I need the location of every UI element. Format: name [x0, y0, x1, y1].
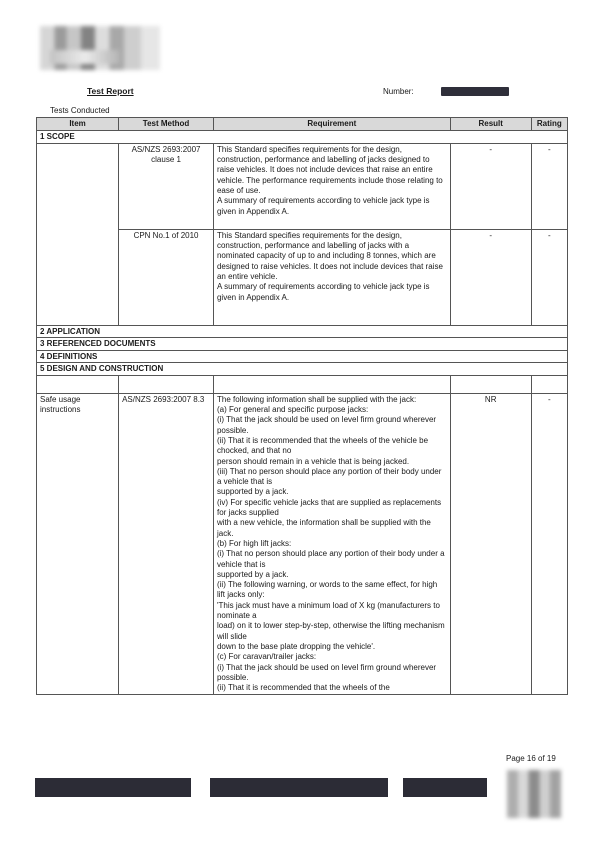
requirement-line: supported by a jack. [216, 569, 289, 579]
column-header-rating: Rating [531, 118, 567, 131]
item-cell: Safe usage instructions [37, 393, 119, 695]
requirement-line: (b) For high lift jacks: [216, 538, 292, 548]
section-caption: Tests Conducted [50, 106, 110, 115]
test-method-cell: AS/NZS 2693:2007 clause 1 [119, 143, 214, 229]
column-header-item: Item [37, 118, 119, 131]
test-method-cell: CPN No.1 of 2010 [119, 229, 214, 325]
empty-cell [37, 375, 119, 393]
column-header-test-method: Test Method [119, 118, 214, 131]
requirement-line: supported by a jack. [216, 487, 289, 497]
requirement-line: down to the base plate dropping the vehicle'. [216, 641, 376, 651]
item-cell [37, 143, 119, 325]
requirement-cell [213, 143, 450, 229]
qr-code [507, 770, 561, 818]
table-header-row [37, 118, 568, 131]
requirement-line: The following information shall be supplied with the jack: [216, 394, 417, 404]
requirement-line: A summary of requirements according to vehicle jack type is given in Appendix A. [216, 196, 430, 216]
requirement-line: (ii) That it is recommended that the wheels of the [216, 683, 390, 693]
requirement-line: (iii) That no person should place any portion of their body under a vehicle that is [216, 466, 442, 487]
table-row-empty [37, 375, 568, 393]
result-cell: NR [450, 393, 531, 695]
footer-redacted-block [210, 778, 388, 797]
tests-table [36, 117, 568, 695]
requirement-line: with a new vehicle, the information shall be supplied with the jack. [216, 518, 431, 538]
section-row-referenced-documents [37, 338, 568, 351]
result-cell: - [450, 229, 531, 325]
section-heading: 2 APPLICATION [37, 325, 568, 338]
test-method-cell: AS/NZS 2693:2007 8.3 [119, 393, 214, 695]
requirement-line: load) on it to lower step-by-step, otherwise the lifting mechanism will slide [216, 621, 445, 641]
requirement-line: (iv) For specific vehicle jacks that are supplied as replacements for jacks supplied [216, 497, 442, 518]
footer-redacted-block [35, 778, 191, 797]
table-row [37, 393, 568, 695]
requirement-line: 'This jack must have a minimum load of X kg (manufacturers to nominate a [216, 600, 440, 621]
requirement-cell [213, 229, 450, 325]
footer-redacted-block [403, 778, 487, 797]
section-heading: 1 SCOPE [37, 131, 568, 144]
page-number: Page 16 of 19 [506, 754, 556, 763]
requirement-line: A summary of requirements according to vehicle jack type is given in Appendix A. [216, 282, 430, 302]
section-row-scope [37, 131, 568, 144]
column-header-requirement: Requirement [213, 118, 450, 131]
rating-cell: - [531, 143, 567, 229]
section-heading: 4 DEFINITIONS [37, 350, 568, 363]
requirement-line: This Standard specifies requirements for the design, construction, performance and labelling of jacks designed to raise vehicles. It does not include devices that raise an entire vehicle. The performance requirements include those relating to ease of use. [216, 144, 443, 195]
empty-cell [119, 375, 214, 393]
empty-cell [450, 375, 531, 393]
section-heading: 3 REFERENCED DOCUMENTS [37, 338, 568, 351]
result-cell: - [450, 143, 531, 229]
report-number-label: Number: [383, 87, 414, 96]
requirement-line: person should remain in a vehicle that is being jacked. [216, 456, 410, 466]
rating-cell: - [531, 229, 567, 325]
company-logo [40, 26, 160, 70]
section-row-definitions [37, 350, 568, 363]
empty-cell [213, 375, 450, 393]
table-row [37, 143, 568, 229]
requirement-line: This Standard specifies requirements for the design, construction, performance and labelling of jacks with a nominated capacity of up to and including 8 tonnes, which are designed to raise vehicles. It does not include devices that raise an entire vehicle. [216, 230, 443, 281]
requirement-line: (a) For general and specific purpose jacks: [216, 405, 369, 415]
section-row-application [37, 325, 568, 338]
requirement-line: (i) That no person should place any portion of their body under a vehicle that is [216, 549, 445, 569]
column-header-result: Result [450, 118, 531, 131]
page-title: Test Report [87, 86, 134, 96]
empty-cell [531, 375, 567, 393]
requirement-line: (i) That the jack should be used on level firm ground wherever possible. [216, 662, 437, 682]
requirement-line: (c) For caravan/trailer jacks: [216, 652, 317, 662]
requirement-line: (ii) That it is recommended that the wheels of the vehicle be chocked, and that no [216, 435, 429, 456]
requirement-line: (ii) The following warning, or words to the same effect, for high lift jacks only: [216, 580, 438, 600]
section-row-design-construction [37, 363, 568, 376]
report-number-redacted [441, 87, 509, 96]
requirement-cell [213, 393, 450, 695]
requirement-line: (i) That the jack should be used on level firm ground wherever possible. [216, 415, 437, 435]
section-heading: 5 DESIGN AND CONSTRUCTION [37, 363, 568, 376]
rating-cell: - [531, 393, 567, 695]
